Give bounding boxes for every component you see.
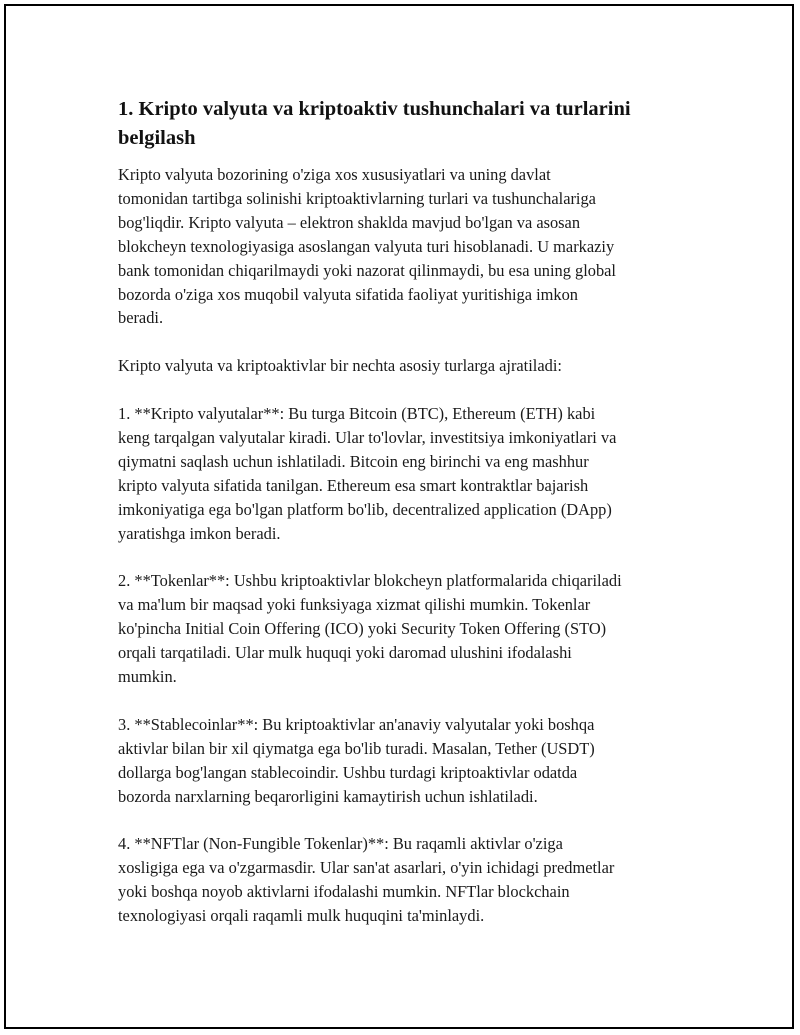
section-heading: 1. Kripto valyuta va kriptoaktiv tushunchalari va turlarini belgilash [118, 98, 631, 149]
list-item-stablecoins: 3. **Stablecoinlar**: Bu kriptoaktivlar an'anaviy valyutalar yoki boshqa aktivlar bilan bir xil qiymatga ega bo'lib turadi. Masalan, Tether (USDT) dollarga bog'langan stablecoindir. Ushbu turdagi kriptoaktivlar odatda bozorda narxlarning beqarorligini kamaytirish uchun ishlatiladi. [118, 714, 595, 806]
list-item-nfts: 4. **NFTlar (Non-Fungible Tokenlar)**: Bu raqamli aktivlar o'ziga xosligiga ega va o'zgarmasdir. Ular san'at asarlari, o'yin ichidagi predmetlar yoki boshqa noyob aktivlarni ifodalashi mumkin. NFTlar blockchain texnologiyasi orqali raqamli mulk huquqini ta'minlaydi. [118, 834, 615, 926]
document-body [118, 95, 698, 952]
types-intro-paragraph: Kripto valyuta va kriptoaktivlar bir nechta asosiy turlarga ajratiladi: [118, 356, 562, 376]
list-item-crypto-currencies: 1. **Kripto valyutalar**: Bu turga Bitcoin (BTC), Ethereum (ETH) kabi keng tarqalgan valyutalar kiradi. Ular to'lovlar, investitsiya imkoniyatlari va qiymatni saqlash uchun ishlatiladi. Bitcoin eng birinchi va eng mashhur kripto valyuta sifatida tanilgan. Ethereum esa smart kontraktlar bajarish imkoniyatiga ega bo'lgan platform bo'lib, decentralized application (DApp) yaratishga imkon beradi. [118, 404, 617, 543]
list-item-tokens: 2. **Tokenlar**: Ushbu kriptoaktivlar blokcheyn platformalarida chiqariladi va ma'lum bir maqsad yoki funksiyaga xizmat qilishi mumkin. Tokenlar ko'pincha Initial Coin Offering (ICO) yoki Security Token Offering (STO) orqali tarqatiladi. Ular mulk huquqi yoki daromad ulushini ifodalashi mumkin. [118, 571, 622, 686]
intro-paragraph: Kripto valyuta bozorining o'ziga xos xususiyatlari va uning davlat tomonidan tartibga solinishi kriptoaktivlarning turlari va tushunchalariga bog'liqdir. Kripto valyuta – elektron shaklda mavjud bo'lgan va asosan blokcheyn texnologiyasiga asoslangan valyuta turi hisoblanadi. U markaziy bank tomonidan chiqarilmaydi yoki nazorat qilinmaydi, bu esa uning global bozorda o'ziga xos muqobil valyuta sifatida faoliyat yuritishiga imkon beradi. [118, 165, 616, 328]
